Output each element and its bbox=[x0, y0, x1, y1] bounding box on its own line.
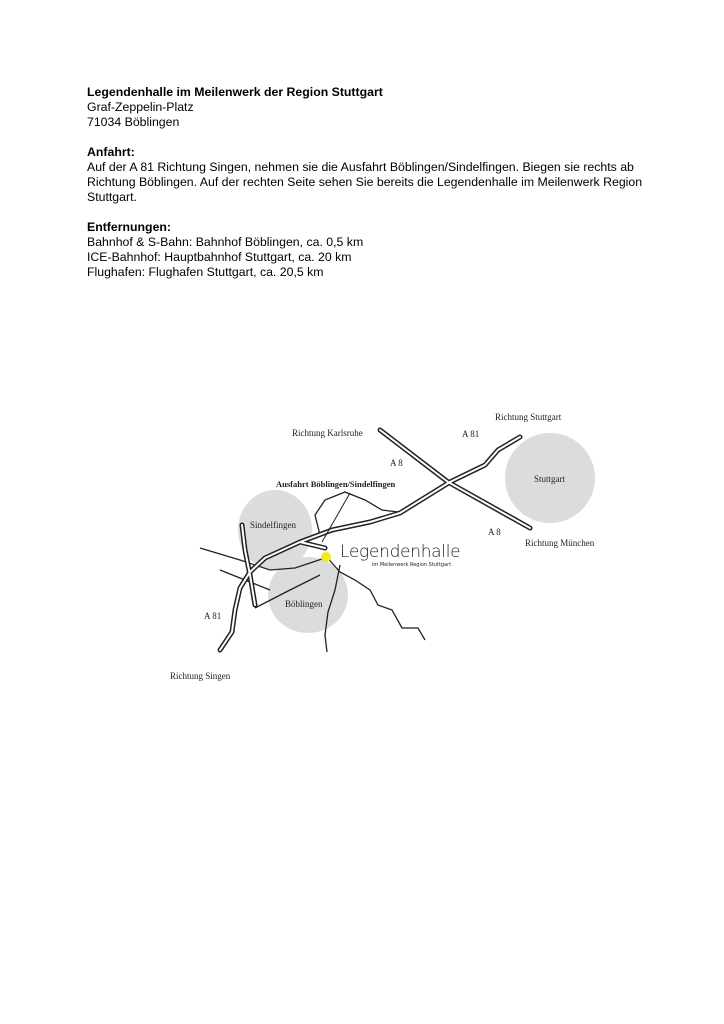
label-a81-left: A 81 bbox=[204, 611, 222, 621]
anfahrt-heading: Anfahrt: bbox=[87, 145, 135, 159]
label-richtung-singen: Richtung Singen bbox=[170, 671, 231, 681]
label-a81-top: A 81 bbox=[462, 429, 480, 439]
distance-ice: ICE-Bahnhof: Hauptbahnhof Stuttgart, ca. 20 km bbox=[87, 250, 352, 264]
distance-bahnhof: Bahnhof & S-Bahn: Bahnhof Böblingen, ca. 0,5 km bbox=[87, 235, 364, 249]
label-boeblingen: Böblingen bbox=[285, 599, 323, 609]
entfernungen-heading: Entfernungen: bbox=[87, 220, 172, 234]
label-stuttgart: Stuttgart bbox=[534, 474, 565, 484]
label-legendenhalle-sub: im Meilenwerk Region Stuttgart bbox=[372, 562, 452, 568]
city-address: 71034 Böblingen bbox=[87, 115, 180, 129]
label-ausfahrt: Ausfahrt Böblingen/Sindelfingen bbox=[276, 479, 396, 489]
venue-title: Legendenhalle im Meilenwerk der Region Stuttgart bbox=[87, 85, 383, 99]
directions-map bbox=[160, 400, 620, 690]
venue-marker bbox=[321, 552, 331, 562]
label-sindelfingen: Sindelfingen bbox=[250, 520, 296, 530]
street-address: Graf-Zeppelin-Platz bbox=[87, 100, 194, 114]
document-body bbox=[87, 85, 647, 280]
ausfahrt-pointer bbox=[322, 493, 350, 542]
label-richtung-muenchen: Richtung München bbox=[525, 538, 595, 548]
label-a8-left: A 8 bbox=[390, 458, 403, 468]
label-richtung-stuttgart: Richtung Stuttgart bbox=[495, 412, 562, 422]
anfahrt-text: Auf der A 81 Richtung Singen, nehmen sie die Ausfahrt Böblingen/Sindelfingen. Biegen sie rechts ab Richtung Böblingen. Auf der rechten Seite sehen Sie bereits die Legendenhalle im Meilenwerk Region Stuttgart. bbox=[87, 160, 643, 204]
label-a8-right: A 8 bbox=[488, 527, 501, 537]
distance-flughafen: Flughafen: Flughafen Stuttgart, ca. 20,5 km bbox=[87, 265, 324, 279]
label-richtung-karlsruhe: Richtung Karlsruhe bbox=[292, 428, 363, 438]
label-legendenhalle: Legendenhalle bbox=[340, 542, 461, 562]
